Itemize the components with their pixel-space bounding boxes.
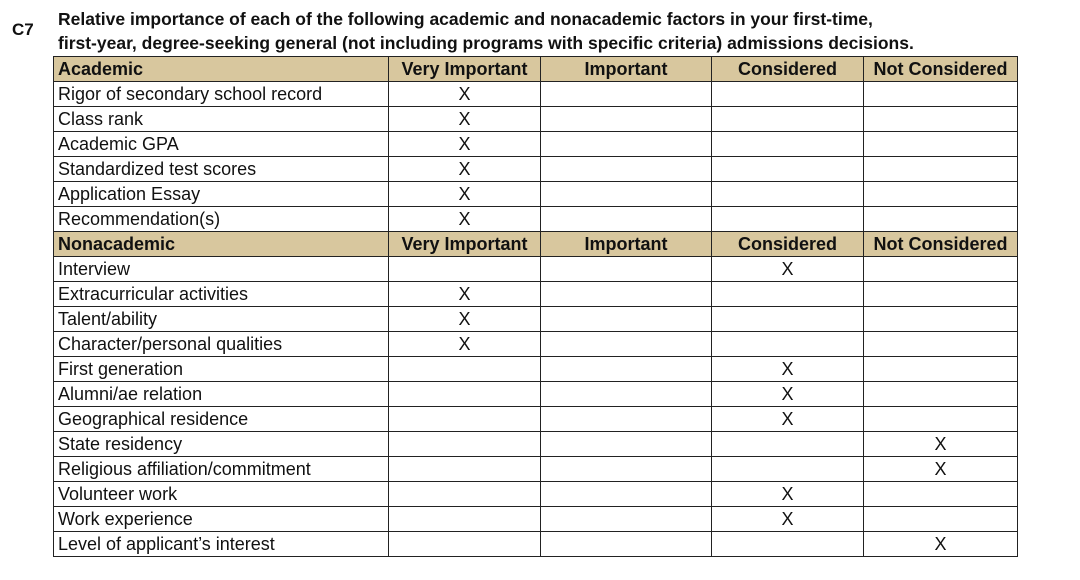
rating-cell: X — [712, 357, 864, 382]
table-row — [54, 332, 1018, 357]
rating-cell — [389, 257, 541, 282]
rating-cell: X — [712, 482, 864, 507]
rating-cell — [541, 282, 712, 307]
rating-cell — [541, 157, 712, 182]
rating-cell — [864, 107, 1018, 132]
rating-cell — [712, 157, 864, 182]
factor-label: Standardized test scores — [54, 157, 389, 182]
rating-cell: X — [712, 407, 864, 432]
rating-cell — [541, 332, 712, 357]
rating-cell — [541, 82, 712, 107]
group-header-label: Nonacademic — [54, 232, 389, 257]
factor-label: Character/personal qualities — [54, 332, 389, 357]
rating-cell — [864, 382, 1018, 407]
table-row — [54, 282, 1018, 307]
factor-label: Volunteer work — [54, 482, 389, 507]
rating-cell — [541, 257, 712, 282]
rating-cell — [541, 307, 712, 332]
column-header: Important — [541, 232, 712, 257]
factor-label: Alumni/ae relation — [54, 382, 389, 407]
factor-label: Extracurricular activities — [54, 282, 389, 307]
rating-cell — [712, 432, 864, 457]
rating-cell — [541, 182, 712, 207]
factor-label: State residency — [54, 432, 389, 457]
column-header: Considered — [712, 57, 864, 82]
column-header: Considered — [712, 232, 864, 257]
rating-cell: X — [864, 457, 1018, 482]
rating-cell — [712, 132, 864, 157]
column-header: Very Important — [389, 57, 541, 82]
rating-cell: X — [389, 157, 541, 182]
section-code: C7 — [12, 20, 34, 39]
rating-cell — [864, 332, 1018, 357]
rating-cell: X — [389, 107, 541, 132]
column-header: Very Important — [389, 232, 541, 257]
table-row — [54, 157, 1018, 182]
rating-cell — [864, 357, 1018, 382]
table-row — [54, 132, 1018, 157]
rating-cell — [864, 182, 1018, 207]
table-row — [54, 207, 1018, 232]
rating-cell — [864, 507, 1018, 532]
group-header-label: Academic — [54, 57, 389, 82]
rating-cell — [712, 282, 864, 307]
table-row — [54, 382, 1018, 407]
rating-cell: X — [864, 432, 1018, 457]
rating-cell — [712, 332, 864, 357]
admission-factors-table — [53, 56, 1018, 557]
rating-cell: X — [389, 207, 541, 232]
rating-cell — [541, 207, 712, 232]
rating-cell — [712, 457, 864, 482]
rating-cell — [541, 132, 712, 157]
factor-label: Religious affiliation/commitment — [54, 457, 389, 482]
rating-cell — [864, 282, 1018, 307]
factor-label: Geographical residence — [54, 407, 389, 432]
rating-cell — [712, 82, 864, 107]
table-row — [54, 507, 1018, 532]
rating-cell — [389, 507, 541, 532]
rating-cell — [864, 157, 1018, 182]
rating-cell — [389, 432, 541, 457]
rating-cell — [389, 382, 541, 407]
rating-cell: X — [712, 382, 864, 407]
rating-cell — [541, 432, 712, 457]
table-row — [54, 257, 1018, 282]
rating-cell — [864, 482, 1018, 507]
rating-cell: X — [389, 332, 541, 357]
rating-cell — [712, 182, 864, 207]
rating-cell — [389, 357, 541, 382]
factor-label: Application Essay — [54, 182, 389, 207]
rating-cell — [712, 532, 864, 557]
rating-cell: X — [389, 82, 541, 107]
rating-cell — [864, 82, 1018, 107]
rating-cell — [864, 257, 1018, 282]
column-header: Not Considered — [864, 232, 1018, 257]
factor-label: Interview — [54, 257, 389, 282]
column-header: Important — [541, 57, 712, 82]
rating-cell: X — [389, 282, 541, 307]
table-row — [54, 182, 1018, 207]
factor-label: Class rank — [54, 107, 389, 132]
factor-label: Rigor of secondary school record — [54, 82, 389, 107]
rating-cell: X — [389, 132, 541, 157]
rating-cell — [541, 507, 712, 532]
table-row — [54, 407, 1018, 432]
table-row — [54, 482, 1018, 507]
column-header: Not Considered — [864, 57, 1018, 82]
table-row — [54, 82, 1018, 107]
rating-cell — [712, 207, 864, 232]
rating-cell — [389, 407, 541, 432]
rating-cell — [864, 207, 1018, 232]
rating-cell — [541, 482, 712, 507]
rating-cell — [541, 407, 712, 432]
rating-cell: X — [712, 257, 864, 282]
group-header-row — [54, 57, 1018, 82]
factor-label: Recommendation(s) — [54, 207, 389, 232]
rating-cell: X — [712, 507, 864, 532]
factor-label: Level of applicant’s interest — [54, 532, 389, 557]
rating-cell — [541, 382, 712, 407]
rating-cell — [864, 307, 1018, 332]
rating-cell — [389, 457, 541, 482]
table-row — [54, 532, 1018, 557]
rating-cell — [541, 457, 712, 482]
rating-cell — [712, 307, 864, 332]
factor-label: Academic GPA — [54, 132, 389, 157]
page-title: Relative importance of each of the following academic and nonacademic factors in your first-time, first-year, degree-seeking general (not including programs with specific criteria) admissions decisions. — [58, 9, 914, 53]
factor-label: Talent/ability — [54, 307, 389, 332]
factor-label: First generation — [54, 357, 389, 382]
rating-cell — [389, 482, 541, 507]
group-header-row — [54, 232, 1018, 257]
factor-label: Work experience — [54, 507, 389, 532]
table-row — [54, 432, 1018, 457]
rating-cell — [864, 407, 1018, 432]
rating-cell: X — [389, 182, 541, 207]
table-row — [54, 107, 1018, 132]
table-row — [54, 357, 1018, 382]
table-row — [54, 457, 1018, 482]
rating-cell — [712, 107, 864, 132]
table-row — [54, 307, 1018, 332]
rating-cell — [541, 532, 712, 557]
rating-cell — [541, 107, 712, 132]
rating-cell: X — [864, 532, 1018, 557]
rating-cell — [864, 132, 1018, 157]
rating-cell — [389, 532, 541, 557]
rating-cell — [541, 357, 712, 382]
rating-cell: X — [389, 307, 541, 332]
